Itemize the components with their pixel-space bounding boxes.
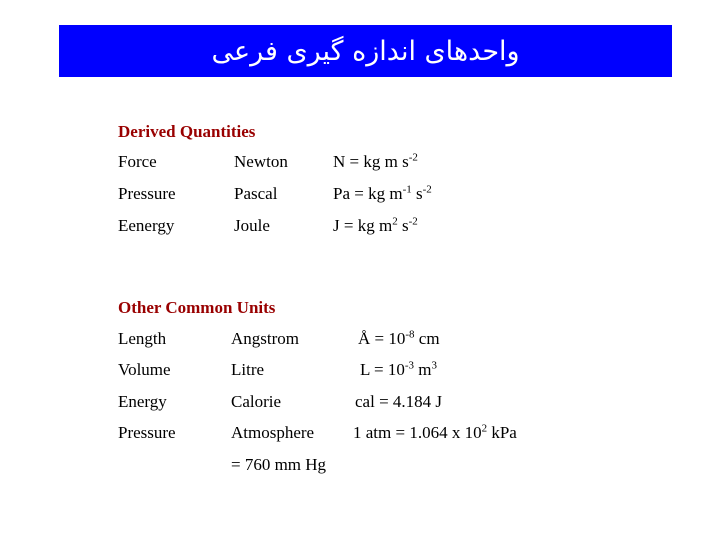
- other-row-1-name: Length: [118, 329, 167, 348]
- other-row-4-name: Pressure: [118, 423, 176, 442]
- slide-title: واحدهای اندازه گیری فرعی: [59, 25, 672, 77]
- derived-row-3-unit: Joule: [234, 216, 270, 235]
- other-row-3-unit: Calorie: [231, 392, 282, 411]
- derived-row-1-unit: Newton: [234, 152, 288, 171]
- derived-row-2-formula: Pa = kg $m^{-1}$ $s^{-2}$: [333, 183, 432, 203]
- derived-row-3-name: Eenergy: [118, 216, 175, 235]
- derived-row-1-formula: N = kg m $s^{-2}$: [333, 151, 418, 171]
- other-row-4-formula: 1 atm = 1.064 x $10^2$ kPa: [353, 422, 517, 442]
- other-row-1-formula: Å = $10^{-8}$ cm: [358, 328, 440, 348]
- atmosphere-mmhg: = 760 mm Hg: [231, 455, 327, 474]
- other-row-3-name: Energy: [118, 392, 167, 411]
- derived-quantities-heading: Derived Quantities: [118, 122, 256, 141]
- other-row-1-unit: Angstrom: [231, 329, 299, 348]
- derived-row-1-name: Force: [118, 152, 157, 171]
- derived-row-2-unit: Pascal: [234, 184, 278, 203]
- other-row-4-unit: Atmosphere: [231, 423, 315, 442]
- other-row-3-formula: cal = 4.184 J: [355, 392, 443, 411]
- other-units-heading: Other Common Units: [118, 298, 276, 317]
- derived-row-3-formula: J = kg $m^2$ $s^{-2}$: [333, 215, 418, 235]
- derived-row-2-name: Pressure: [118, 184, 176, 203]
- other-row-2-formula: $L = 10^{-3}$ $m^3$: [360, 359, 437, 379]
- other-row-2-unit: Litre: [231, 360, 265, 379]
- other-row-2-name: Volume: [118, 360, 171, 379]
